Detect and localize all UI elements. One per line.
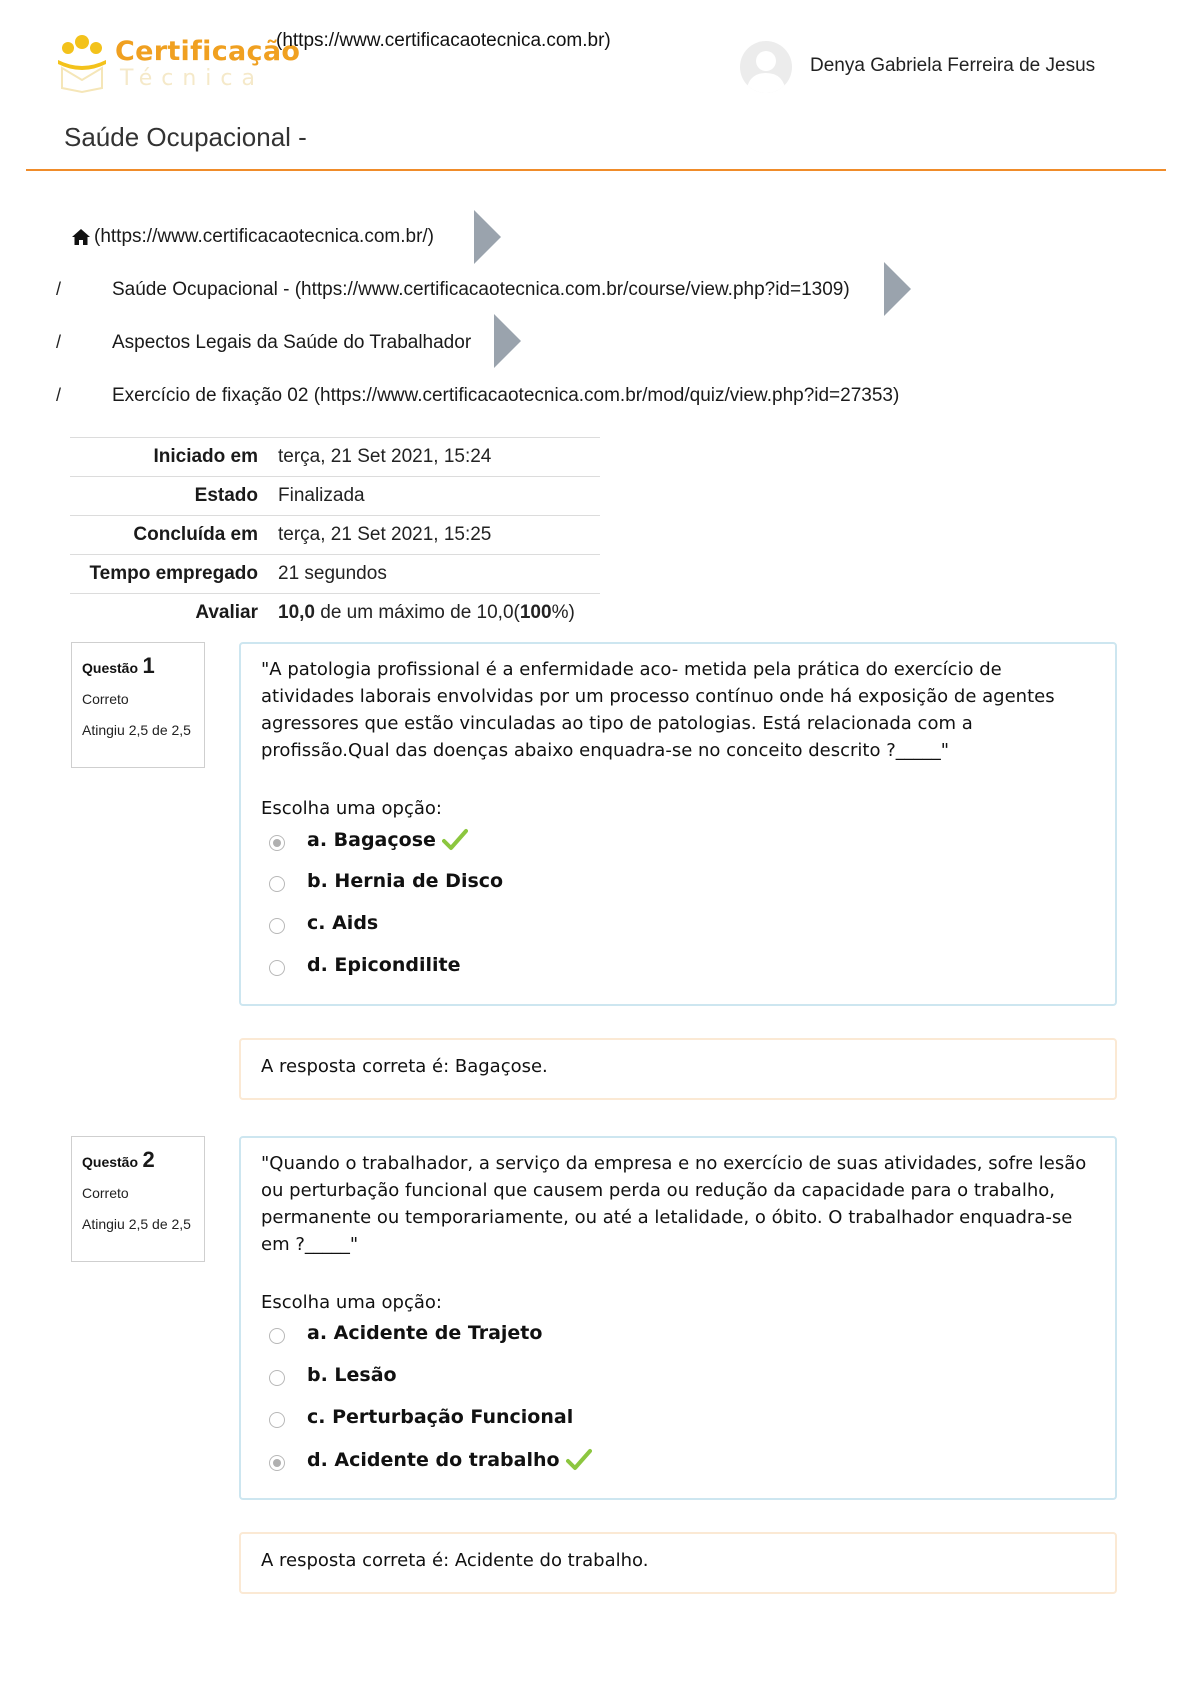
table-row <box>70 438 600 477</box>
correct-answer-text: A resposta correta é: Bagaçose. <box>261 1056 548 1077</box>
breadcrumb-section-link[interactable]: Aspectos Legais da Saúde do Trabalhador <box>112 332 472 353</box>
question-status: Correto <box>82 691 129 707</box>
logo-text: Certificação <box>115 36 301 67</box>
summary-label: Avaliar <box>195 602 258 623</box>
correct-answer-text: A resposta correta é: Acidente do trabalho. <box>261 1550 649 1571</box>
breadcrumb-separator: / <box>56 332 62 352</box>
site-url-link[interactable]: (https://www.certificacaotecnica.com.br) <box>276 30 611 51</box>
feedback-box <box>239 1038 1117 1100</box>
radio-icon[interactable] <box>269 918 285 934</box>
table-row <box>70 555 600 594</box>
avatar-icon <box>740 41 792 93</box>
radio-icon[interactable] <box>269 1412 285 1428</box>
summary-value: terça, 21 Set 2021, 15:24 <box>278 446 492 467</box>
option-label: b. Lesão <box>307 1364 397 1386</box>
breadcrumb-arrow-icon <box>494 314 521 368</box>
answer-option[interactable] <box>269 870 503 892</box>
checkmark-icon <box>442 828 468 852</box>
answer-option[interactable] <box>269 912 378 934</box>
grade-end: %) <box>551 602 575 623</box>
summary-value: Finalizada <box>278 485 365 506</box>
question-text: "Quando o trabalhador, a serviço da empresa e no exercício de suas atividades, sofre lesão ou perturbação funcional que causem perda ou redução da capacidade para o trabalho, permanente ou temporariamente, ou até a letalidade, o óbito. O trabalhador enquadra-se em ?_____" <box>261 1153 1087 1255</box>
option-prompt: Escolha uma opção: <box>261 798 442 819</box>
question-text: "A patologia profissional é a enfermidade aco- metida pela prática do exercício de atividades laborais envolvidas por um processo contínuo onde há exposição de agentes agressores que estão vinculadas ao tipo de patologias. Está relacionada com a profissão.Qual das doenças abaixo enquadra-se no conceito descrito ?_____" <box>261 659 1055 761</box>
summary-grade <box>278 594 600 633</box>
answer-option[interactable] <box>269 1322 542 1344</box>
option-label: a. Acidente de Trajeto <box>307 1322 543 1344</box>
user-name[interactable]: Denya Gabriela Ferreira de Jesus <box>810 55 1096 76</box>
radio-icon[interactable] <box>269 1370 285 1386</box>
summary-label: Tempo empregado <box>89 563 258 584</box>
question-box <box>239 1136 1117 1500</box>
grade-middle: de um máximo de 10,0( <box>314 602 520 623</box>
answer-option[interactable] <box>269 828 468 852</box>
radio-icon[interactable] <box>269 1328 285 1344</box>
option-label: c. Aids <box>307 912 379 934</box>
logo-subtext: Técnica <box>120 66 264 91</box>
radio-icon[interactable] <box>269 960 285 976</box>
grade-percent: 100 <box>519 602 552 623</box>
page-title: Saúde Ocupacional - <box>64 122 307 152</box>
option-label: a. Bagaçose <box>307 829 436 851</box>
summary-label: Concluída em <box>133 524 258 545</box>
radio-icon[interactable] <box>269 1455 285 1471</box>
answer-option[interactable] <box>269 1448 592 1472</box>
question-number: 1 <box>142 653 155 678</box>
answer-option[interactable] <box>269 1364 397 1386</box>
feedback-box <box>239 1532 1117 1594</box>
checkmark-icon <box>566 1448 592 1472</box>
option-prompt: Escolha uma opção: <box>261 1292 442 1313</box>
option-label: d. Epicondilite <box>307 954 461 976</box>
grade-value: 10,0 <box>278 602 315 623</box>
breadcrumb-separator: / <box>56 279 62 299</box>
summary-label: Iniciado em <box>153 446 258 467</box>
option-label: b. Hernia de Disco <box>307 870 504 892</box>
question-label: Questão <box>82 660 139 676</box>
avatar[interactable] <box>740 41 792 93</box>
radio-icon[interactable] <box>269 876 285 892</box>
question-status: Correto <box>82 1185 129 1201</box>
breadcrumb-home-link[interactable]: (https://www.certificacaotecnica.com.br/) <box>94 226 434 247</box>
breadcrumb-quiz-link[interactable]: Exercício de fixação 02 (https://www.certificacaotecnica.com.br/mod/quiz/view.php?id=27353) <box>112 385 900 406</box>
table-row <box>70 594 600 633</box>
question-number: 2 <box>142 1147 155 1172</box>
breadcrumb-separator: / <box>56 385 62 405</box>
question-score: Atingiu 2,5 de 2,5 <box>82 1216 191 1232</box>
table-row <box>70 516 600 555</box>
summary-value: 21 segundos <box>278 563 387 584</box>
breadcrumb-arrow-icon <box>474 210 501 264</box>
attempt-summary-table <box>70 437 600 632</box>
answer-option[interactable] <box>269 1406 573 1428</box>
option-label: c. Perturbação Funcional <box>307 1406 574 1428</box>
summary-value: terça, 21 Set 2021, 15:25 <box>278 524 492 545</box>
summary-label: Estado <box>194 485 258 506</box>
question-box <box>239 642 1117 1006</box>
answer-option[interactable] <box>269 954 460 976</box>
table-row <box>70 477 600 516</box>
question-info <box>71 1136 205 1262</box>
breadcrumb-course-link[interactable]: Saúde Ocupacional - (https://www.certificacaotecnica.com.br/course/view.php?id=1309) <box>112 279 850 300</box>
radio-icon[interactable] <box>269 835 285 851</box>
question-label: Questão <box>82 1154 139 1170</box>
question-info <box>71 642 205 768</box>
breadcrumb-arrow-icon <box>884 262 911 316</box>
option-label: d. Acidente do trabalho <box>307 1449 560 1471</box>
title-divider <box>26 169 1166 171</box>
question-score: Atingiu 2,5 de 2,5 <box>82 722 191 738</box>
home-icon[interactable] <box>71 228 91 246</box>
